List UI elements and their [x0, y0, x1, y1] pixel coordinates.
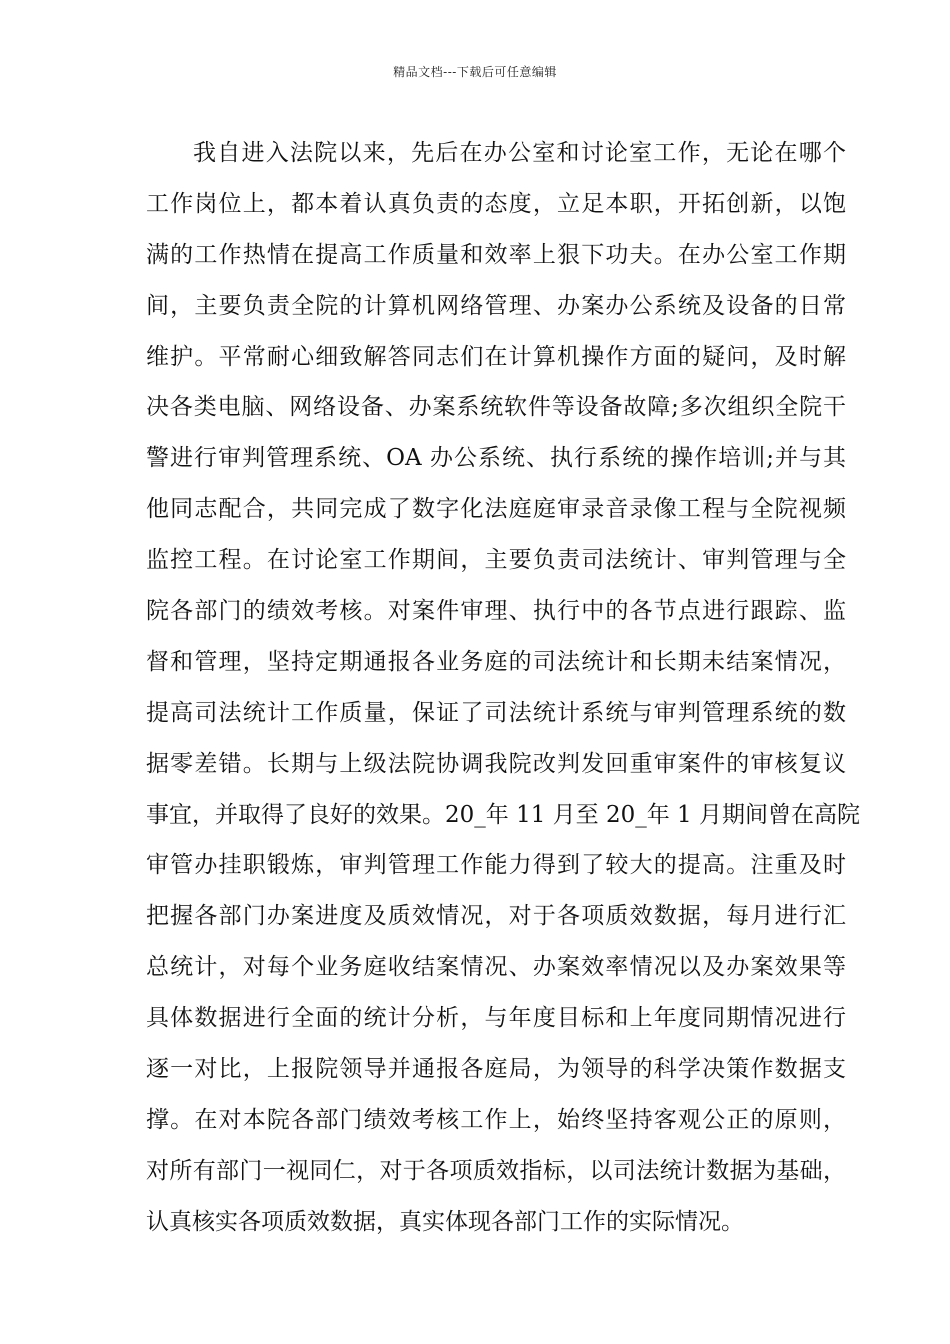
- text-line: 维护。平常耐心细致解答同志们在计算机操作方面的疑问，及时解: [146, 343, 846, 370]
- text-line: 院各部门的绩效考核。对案件审理、执行中的各节点进行跟踪、监: [146, 598, 846, 625]
- text-line: 审管办挂职锻炼，审判管理工作能力得到了较大的提高。注重及时: [146, 852, 846, 879]
- text-line: 满的工作热情在提高工作质量和效率上狠下功夫。在办公室工作期: [146, 241, 846, 268]
- body-paragraph: [146, 134, 860, 1254]
- text-line: 我自进入法院以来，先后在办公室和讨论室工作，无论在哪个: [193, 140, 846, 166]
- text-line: 事宜，并取得了良好的效果。20_年 11 月至 20_年 1 月期间曾在高院: [146, 801, 860, 828]
- text-line: 监控工程。在讨论室工作期间，主要负责司法统计、审判管理与全: [146, 547, 846, 574]
- text-line: 撑。在对本院各部门绩效考核工作上，始终坚持客观公正的原则，: [146, 1106, 846, 1133]
- text-line: 间，主要负责全院的计算机网络管理、办案办公系统及设备的日常: [146, 292, 846, 319]
- text-line: 逐一对比，上报院领导并通报各庭局，为领导的科学决策作数据支: [146, 1056, 846, 1083]
- text-line: 把握各部门办案进度及质效情况，对于各项质效数据，每月进行汇: [146, 903, 846, 930]
- text-line: 对所有部门一视同仁，对于各项质效指标，以司法统计数据为基础，: [146, 1157, 846, 1184]
- text-line: 总统计，对每个业务庭收结案情况、办案效率情况以及办案效果等: [146, 954, 846, 981]
- text-line: 工作岗位上，都本着认真负责的态度，立足本职，开拓创新，以饱: [146, 190, 846, 217]
- text-line: 认真核实各项质效数据，真实体现各部门工作的实际情况。: [146, 1208, 744, 1235]
- text-line: 他同志配合，共同完成了数字化法庭庭审录音录像工程与全院视频: [146, 496, 846, 523]
- text-line: 决各类电脑、网络设备、办案系统软件等设备故障;多次组织全院干: [146, 394, 846, 421]
- text-line: 提高司法统计工作质量，保证了司法统计系统与审判管理系统的数: [146, 699, 846, 726]
- text-line: 警进行审判管理系统、OA 办公系统、执行系统的操作培训;并与其: [146, 445, 846, 472]
- page-header: 精品文档---下载后可任意编辑: [393, 65, 557, 79]
- text-line: 督和管理，坚持定期通报各业务庭的司法统计和长期未结案情况，: [146, 648, 846, 675]
- text-line: 据零差错。长期与上级法院协调我院改判发回重审案件的审核复议: [146, 750, 846, 777]
- text-line: 具体数据进行全面的统计分析，与年度目标和上年度同期情况进行: [146, 1005, 846, 1032]
